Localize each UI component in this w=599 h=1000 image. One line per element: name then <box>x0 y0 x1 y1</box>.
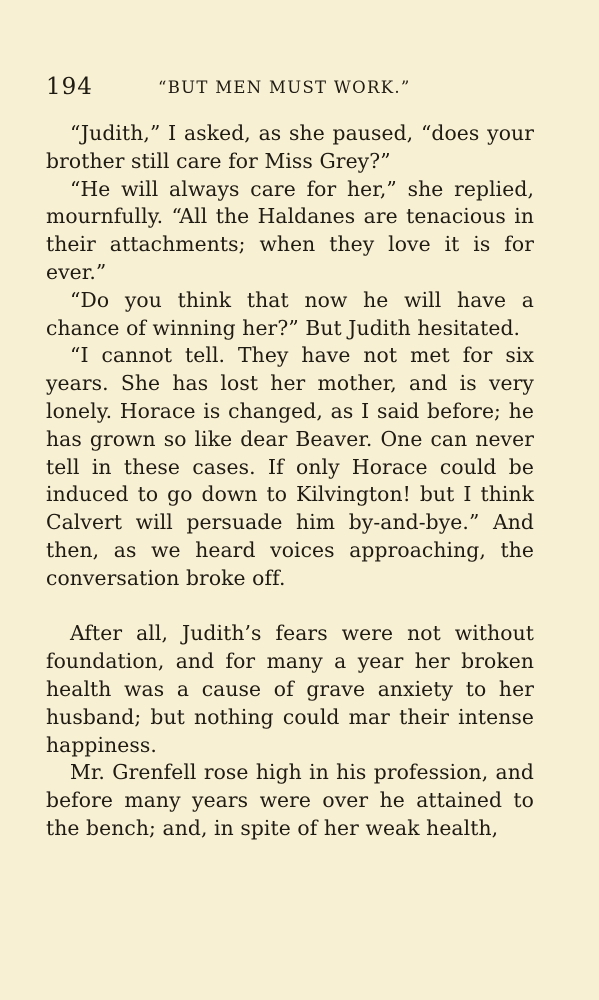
running-title: “BUT MEN MUST WORK.” <box>158 78 411 97</box>
paragraph: “I cannot tell. They have not met for six years. She has lost her mother, and is very lonely. Horace is changed, as I said before; he has grown so like dear Beaver. One can never tell in these cases. If only Horace could be induced to go down to Kilvington! but I think Calvert will persuade him by-and-bye.” And then, as we heard voices approaching, the conversation broke off. <box>46 343 534 590</box>
paragraph: “Judith,” I asked, as she paused, “does your brother still care for Miss Grey?” <box>46 121 534 173</box>
page-header <box>46 74 556 110</box>
paragraph: “He will always care for her,” she replied, mournfully. “All the Haldanes are tenacious in their attachments; when they love it is for ever.” <box>46 176 534 284</box>
body-text <box>46 120 534 843</box>
paragraph: “Do you think that now he will have a chance of winning her?” But Judith hesitated. <box>46 287 534 340</box>
paragraph: After all, Judith’s fears were not without foundation, and for many a year her broken health was a cause of grave anxiety to her husband; but nothing could mar their intense happiness. <box>46 621 534 757</box>
section-break <box>46 593 534 621</box>
page-number: 194 <box>46 74 93 100</box>
paragraph: Mr. Grenfell rose high in his profession, and before many years were over he attained to the bench; and, in spite of her weak health, <box>46 760 534 840</box>
